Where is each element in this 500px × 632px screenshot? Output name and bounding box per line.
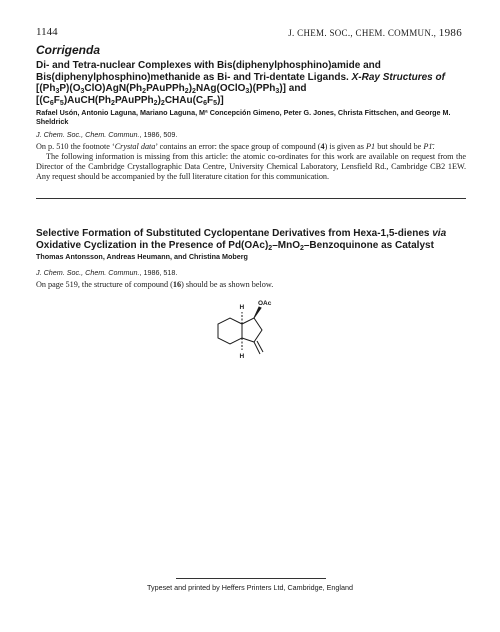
corrigendum-1-title xyxy=(36,60,466,106)
title-line: Bis(diphenylphosphino)methanide as Bi- and Tri-dentate Ligands. X-Ray Structures of xyxy=(36,71,445,83)
oac-label: OAc xyxy=(258,300,272,307)
title-line: Selective Formation of Substituted Cyclopentane Derivatives from Hexa-1,5-dienes via xyxy=(36,228,447,239)
corrigendum-2-title xyxy=(36,228,466,251)
methylene-bond xyxy=(254,342,260,354)
cyclopentane-ring xyxy=(242,318,262,342)
printer-footer: Typeset and printed by Heffers Printers Ltd, Cambridge, England xyxy=(146,583,354,592)
footer-divider xyxy=(176,578,326,579)
paragraph: On p. 510 the footnote ‘Crystal data’ contains an error: the space group of compound (4) is given as P1 but should be P1̄. xyxy=(36,142,435,151)
section-divider xyxy=(36,198,466,199)
title-line: $[(C_6F_5)AuCH(Ph_2PAuPPh_2)_2CHAu(C_6F_5)]$ xyxy=(36,94,224,107)
corrigendum-2-body xyxy=(36,280,466,290)
chemical-structure-compound-16 xyxy=(212,296,292,370)
corrigendum-2-authors: Thomas Antonsson, Andreas Heumann, and Christina Moberg xyxy=(36,252,248,261)
journal-year: 1986 xyxy=(438,27,462,39)
corrigendum-1-reference: J. Chem. Soc., Chem. Commun., 1986, 509. xyxy=(36,130,178,139)
h-top-label: H xyxy=(239,304,245,311)
h-bottom-label: H xyxy=(239,353,245,360)
title-line: Di- and Tetra-nuclear Complexes with Bis(diphenylphosphino)amide and xyxy=(36,60,381,71)
page-number: 1144 xyxy=(36,26,58,38)
title-line: $[(Ph_3P)(O_3ClO)AgN(Ph_2PAuPPh_2)_2NAg(OClO_3)(PPh_3)]$ and xyxy=(36,83,307,95)
section-title: Corrigenda xyxy=(36,43,101,57)
corrigendum-2-reference: J. Chem. Soc., Chem. Commun., 1986, 518. xyxy=(36,268,178,277)
oac-wedge-bond xyxy=(254,307,261,318)
paragraph: The following information is missing from this article: the atomic co-ordinates for this work are available on request from the Director of the Cambridge Crystallographic Data Centre, University Chemical Laboratory, Lensfield Rd., Cambridge CB2 1EW. Any request should be accompanied by the full literature citation for this communication. xyxy=(36,152,466,181)
corrigendum-1-body xyxy=(36,142,466,182)
cyclohexane-ring xyxy=(218,318,242,344)
corrigendum-1-authors: Rafael Usón, Antonio Laguna, Mariano Laguna, Mª Concepción Gimeno, Peter G. Jones, Christa Fittschen, and George M. Sheldrick xyxy=(36,108,451,126)
journal-name: J. CHEM. SOC., CHEM. COMMUN., xyxy=(288,28,437,38)
paragraph: On page 519, the structure of compound (16) should be as shown below. xyxy=(36,280,274,289)
journal-header xyxy=(288,27,462,39)
title-line: Oxidative Cyclization in the Presence of $Pd(OAc)_2-MnO_2$–Benzoquinone as Catalyst xyxy=(36,239,434,252)
